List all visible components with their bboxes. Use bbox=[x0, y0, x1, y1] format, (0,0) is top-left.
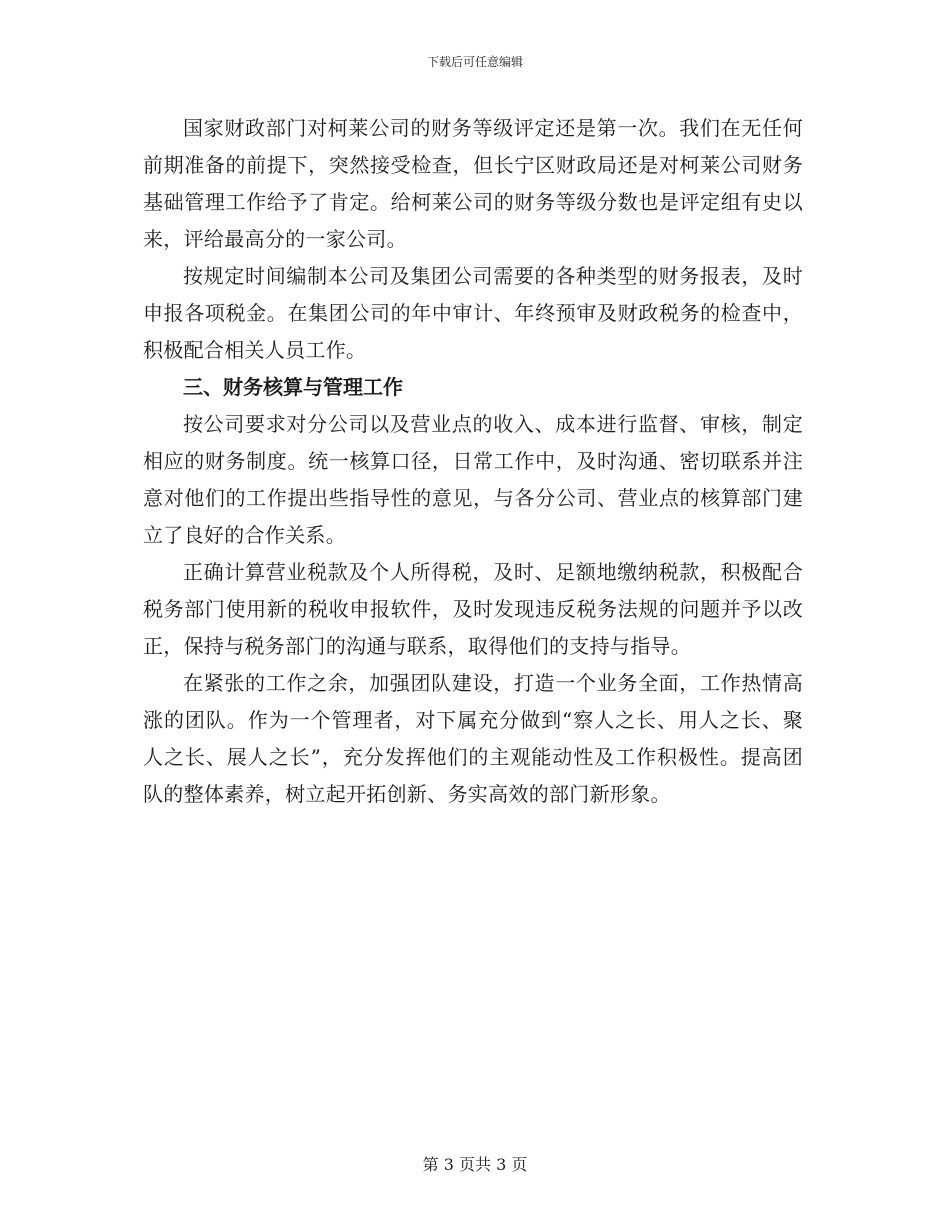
section-heading: 三、财务核算与管理工作 bbox=[183, 375, 403, 399]
document-body bbox=[143, 110, 803, 813]
paragraph-team-building: 在紧张的工作之余，加强团队建设，打造一个业务全面，工作热情高涨的团队。作为一个管理者，对下属充分做到“察人之长、用人之长、聚人之长、展人之长”，充分发挥他们的主观能动性及工作积极性。提高团队的整体素养，树立起开拓创新、务实高效的部门新形象。 bbox=[143, 671, 803, 806]
paragraph-tax-payment: 正确计算营业税款及个人所得税，及时、足额地缴纳税款，积极配合税务部门使用新的税收申报软件，及时发现违反税务法规的问题并予以改正，保持与税务部门的沟通与联系，取得他们的支持与指导。 bbox=[143, 560, 803, 658]
page-header: 下载后可任意编辑 bbox=[426, 55, 523, 69]
paragraph-financial-rating: 国家财政部门对柯莱公司的财务等级评定还是第一次。我们在无任何前期准备的前提下，突然接受检查，但长宁区财政局还是对柯莱公司财务基础管理工作给予了肯定。给柯莱公司的财务等级分数也是评定组有史以来，评给最高分的一家公司。 bbox=[143, 116, 803, 251]
paragraph-financial-reports: 按规定时间编制本公司及集团公司需要的各种类型的财务报表，及时申报各项税金。在集团公司的年中审计、年终预审及财政税务的检查中，积极配合相关人员工作。 bbox=[143, 264, 803, 362]
page-number: 第 3 页共 3 页 bbox=[422, 1155, 528, 1174]
paragraph-accounting-supervision: 按公司要求对分公司以及营业点的收入、成本进行监督、审核，制定相应的财务制度。统一核算口径，日常工作中，及时沟通、密切联系并注意对他们的工作提出些指导性的意见，与各分公司、营业点的核算部门建立了良好的合作关系。 bbox=[143, 412, 803, 547]
